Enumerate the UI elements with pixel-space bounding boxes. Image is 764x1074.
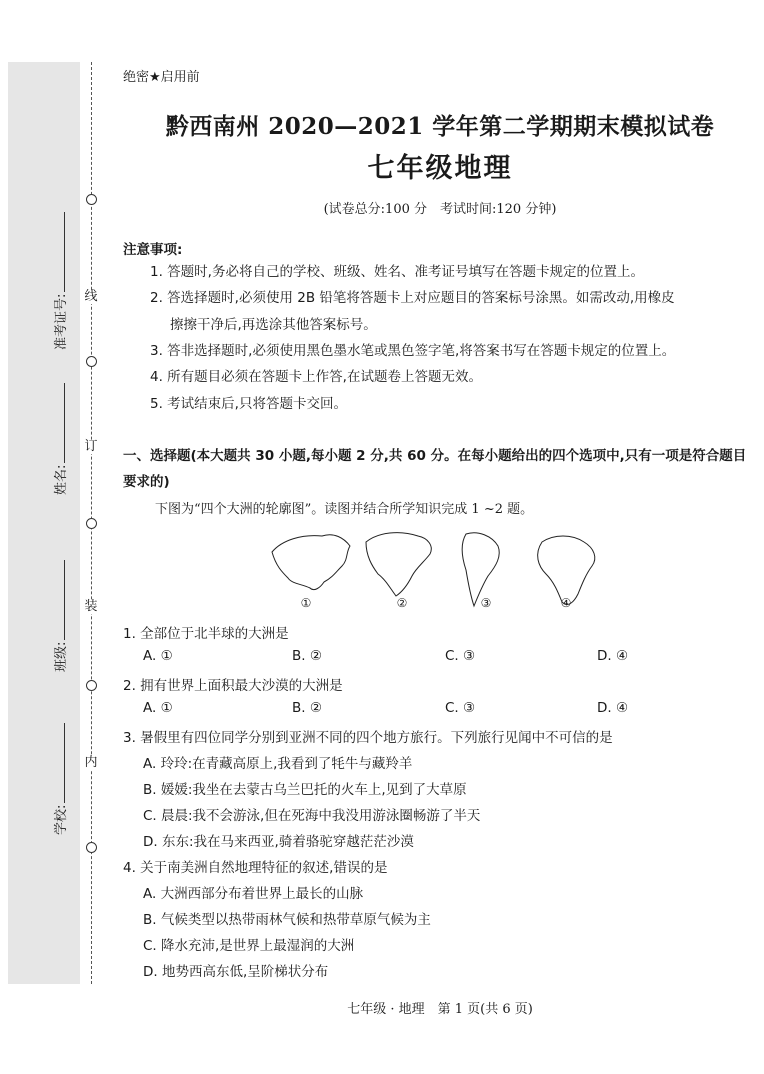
binding-hole xyxy=(86,680,97,691)
map-label: ③ xyxy=(480,596,492,610)
note-item: 擦擦干净后,再选涂其他答案标号。 xyxy=(170,317,377,333)
binding-hole xyxy=(86,518,97,529)
question-stem: 2. 拥有世界上面积最大沙漠的大洲是 xyxy=(123,678,343,694)
option[interactable]: C. ③ xyxy=(445,700,476,716)
section-heading: 一、选择题(本大题共 30 小题,每小题 2 分,共 60 分。在每小题给出的四个选项中,只有一项是符合题目要求的) xyxy=(123,448,747,490)
asia-outline xyxy=(272,535,350,590)
south-america-outline xyxy=(462,533,499,606)
name-field xyxy=(50,383,69,495)
page-footer: 七年级 · 地理 第 1 页(共 6 页) xyxy=(347,1002,533,1017)
option[interactable]: A. 玲玲:在青藏高原上,我看到了牦牛与藏羚羊 xyxy=(143,756,413,772)
admission-number-field xyxy=(50,212,69,350)
option[interactable]: B. 媛媛:我坐在去蒙古乌兰巴托的火车上,见到了大草原 xyxy=(143,782,467,798)
option[interactable]: C. 降水充沛,是世界上最湿润的大洲 xyxy=(143,938,355,954)
class-field xyxy=(50,560,69,672)
question-stem: 1. 全部位于北半球的大洲是 xyxy=(123,626,289,642)
cut-char-nei: 内 xyxy=(84,755,98,770)
binding-hole xyxy=(86,842,97,853)
option[interactable]: B. ② xyxy=(292,648,322,664)
secret-label: 绝密★启用前 xyxy=(123,70,200,85)
africa-outline xyxy=(538,536,595,604)
map-label: ① xyxy=(300,596,312,610)
option[interactable]: D. 东东:我在马来西亚,骑着骆驼穿越茫茫沙漠 xyxy=(143,834,414,850)
note-item: 4. 所有题目必须在答题卡上作答,在试题卷上答题无效。 xyxy=(150,369,482,385)
option[interactable]: D. 地势西高东低,呈阶梯状分布 xyxy=(143,964,329,980)
field-label: 准考证号: xyxy=(54,293,69,350)
field-label: 姓名: xyxy=(54,464,69,495)
exam-title: 黔西南州 2020—2021 学年第二学期期末模拟试卷 xyxy=(165,113,715,140)
cut-char-ding: 订 xyxy=(84,439,98,454)
fill-blank[interactable] xyxy=(64,723,65,803)
cut-char-zhuang: 装 xyxy=(84,599,98,614)
question-stem: 3. 暑假里有四位同学分别到亚洲不同的四个地方旅行。下列旅行见闻中不可信的是 xyxy=(123,730,613,746)
binding-hole xyxy=(86,356,97,367)
notes-heading: 注意事项: xyxy=(123,242,183,258)
fill-blank[interactable] xyxy=(64,212,65,292)
question-stem: 4. 关于南美洲自然地理特征的叙述,错误的是 xyxy=(123,860,388,876)
figure-intro: 下图为“四个大洲的轮廓图”。读图并结合所学知识完成 1 ~2 题。 xyxy=(155,502,534,517)
option[interactable]: D. ④ xyxy=(597,700,629,716)
exam-subtitle: 七年级地理 xyxy=(367,153,513,184)
exam-info: (试卷总分:100 分 考试时间:120 分钟) xyxy=(323,202,557,217)
note-item: 1. 答题时,务必将自己的学校、班级、姓名、准考证号填写在答题卡规定的位置上。 xyxy=(150,264,644,280)
option[interactable]: B. ② xyxy=(292,700,322,716)
binding-hole xyxy=(86,194,97,205)
fill-blank[interactable] xyxy=(64,560,65,640)
note-item: 2. 答选择题时,必须使用 2B 铅笔将答题卡上对应题目的答案标号涂黑。如需改动,用橡皮 xyxy=(150,290,675,306)
note-item: 5. 考试结束后,只将答题卡交回。 xyxy=(150,396,347,412)
option[interactable]: A. 大洲西部分布着世界上最长的山脉 xyxy=(143,886,364,902)
fill-blank[interactable] xyxy=(64,383,65,463)
option[interactable]: C. 晨晨:我不会游泳,但在死海中我没用游泳圈畅游了半天 xyxy=(143,808,481,824)
option[interactable]: B. 气候类型以热带雨林气候和热带草原气候为主 xyxy=(143,912,431,928)
field-label: 班级: xyxy=(54,641,69,672)
option[interactable]: D. ④ xyxy=(597,648,629,664)
north-america-outline xyxy=(366,533,431,596)
field-label: 学校: xyxy=(54,804,69,835)
cut-char-xian: 线 xyxy=(84,289,98,304)
option[interactable]: A. ① xyxy=(143,648,173,664)
map-label: ④ xyxy=(560,596,572,610)
map-label: ② xyxy=(396,596,408,610)
binding-margin xyxy=(8,62,80,984)
school-field xyxy=(50,723,69,835)
option[interactable]: A. ① xyxy=(143,700,173,716)
option[interactable]: C. ③ xyxy=(445,648,476,664)
note-item: 3. 答非选择题时,必须使用黑色墨水笔或黑色签字笔,将答案书写在答题卡规定的位置上。 xyxy=(150,343,676,359)
